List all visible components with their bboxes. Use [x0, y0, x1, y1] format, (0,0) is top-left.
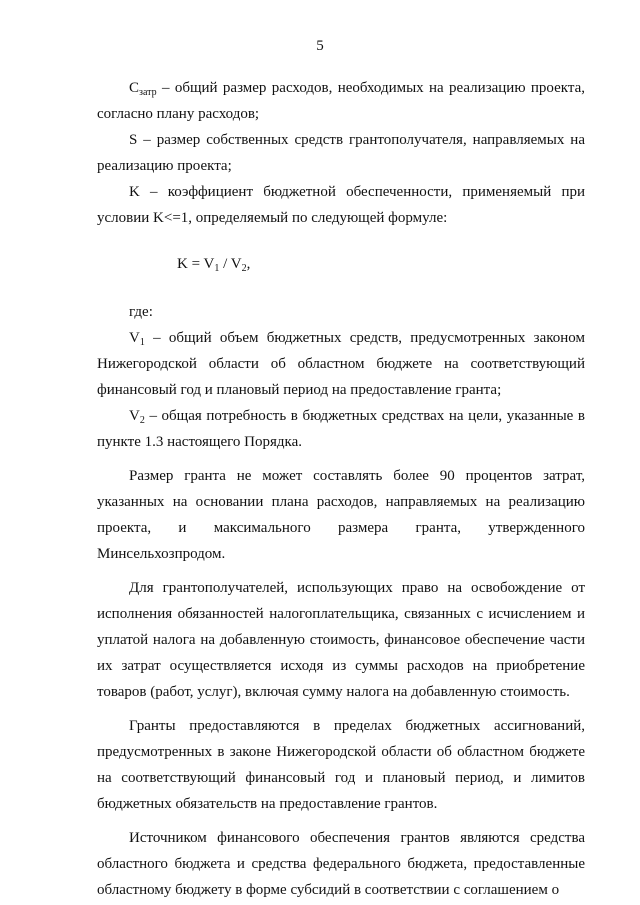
czatr-description: – общий размер расходов, необходимых на реализацию проекта, согласно плану расходов;	[97, 80, 585, 122]
v2-description: – общая потребность в бюджетных средствах на цели, указанные в пункте 1.3 настоящего Порядка.	[97, 408, 585, 450]
paragraph-limits: Гранты предоставляются в пределах бюджетных ассигнований, предусмотренных в законе Нижегородской области об областном бюджете на соответствующий финансовый год и плановый период, и лимитов бюджетных обязательств на предоставление грантов.	[97, 718, 585, 812]
v1-subscript: 1	[139, 337, 145, 348]
czatr-symbol: С	[129, 80, 140, 96]
paragraph-grant-size: Размер гранта не может составлять более 90 процентов затрат, указанных на основании плана расходов, направляемых на реализацию проекта, и максимального размера гранта, утвержденного Минсельхозпродом.	[97, 468, 585, 562]
paragraph-vat: Для грантополучателей, использующих право на освобождение от исполнения обязанностей налогоплательщика, связанных с исчислением и уплатой налога на добавленную стоимость, финансовое обеспечение части их затрат осуществляется исходя из суммы расходов на приобретение товаров (работ, услуг), включая сумму налога на добавленную стоимость.	[97, 580, 585, 700]
czatr-subscript: затр	[139, 87, 157, 98]
formula-tail: ,	[246, 256, 251, 272]
formula	[97, 251, 585, 277]
v2-symbol: V	[129, 408, 140, 424]
formula-sub2: 2	[241, 263, 247, 274]
v2-subscript: 2	[139, 415, 145, 426]
document-body	[97, 75, 585, 903]
definition-k: K – коэффициент бюджетной обеспеченности, применяемый при условии K<=1, определяемый по следующей формуле:	[97, 184, 585, 226]
v1-symbol: V	[129, 330, 140, 346]
page-number: 5	[316, 38, 324, 54]
definition-v2	[97, 403, 585, 455]
definition-s: S – размер собственных средств грантополучателя, направляемых на реализацию проекта;	[97, 132, 585, 174]
definition-v1	[97, 325, 585, 403]
v1-description: – общий объем бюджетных средств, предусмотренных законом Нижегородской области об областном бюджете на соответствующий финансовый год и плановый период на предоставление гранта;	[97, 330, 585, 398]
formula-lhs: K = V	[177, 256, 215, 272]
paragraph-sources: Источником финансового обеспечения грантов являются средства областного бюджета и средства федерального бюджета, предоставленные областному бюджету в форме субсидий в соответствии с соглашением о	[97, 830, 585, 898]
formula-sub1: 1	[214, 263, 220, 274]
formula-mid: / V	[219, 256, 242, 272]
where-label: где:	[129, 304, 153, 320]
definition-czatr	[97, 75, 585, 127]
